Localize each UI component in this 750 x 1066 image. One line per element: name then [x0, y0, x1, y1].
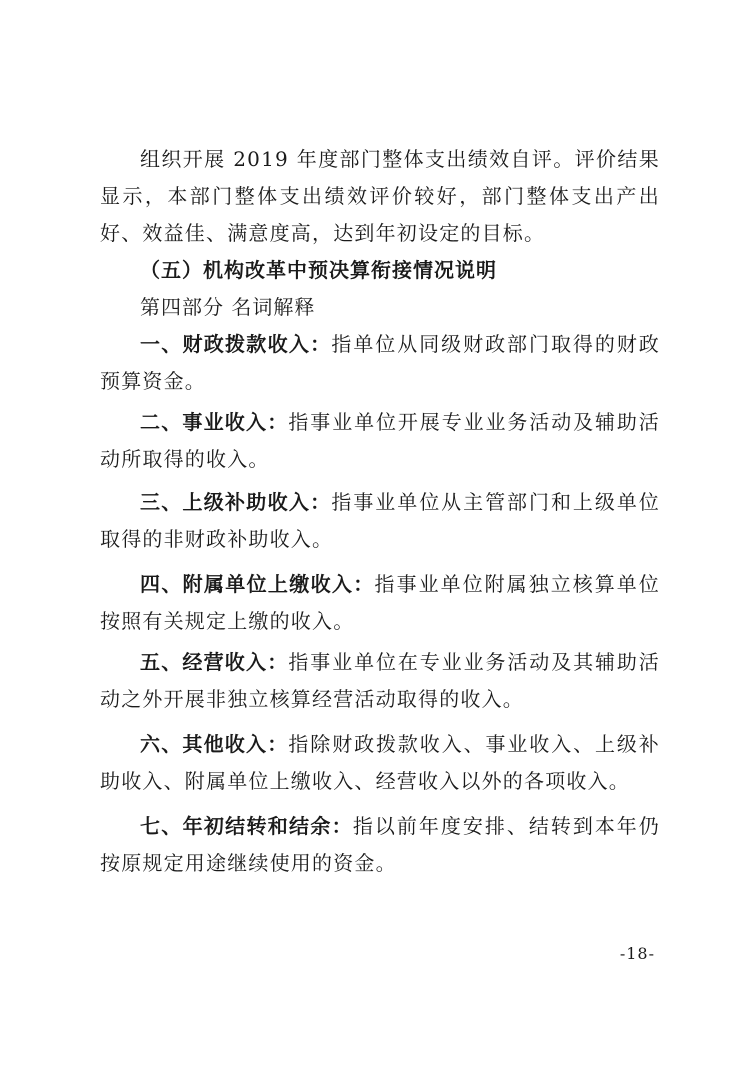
term-paragraph-2 — [100, 404, 660, 478]
term-label: 四、附属单位上缴收入： — [140, 572, 375, 596]
term-paragraph-7 — [100, 808, 660, 882]
term-definition: 指单位从同级财政部门取得的财政预算资金。 — [100, 332, 661, 393]
term-label: 六、其他收入： — [140, 732, 289, 756]
page-number: -18- — [619, 944, 655, 963]
term-paragraph-5 — [100, 644, 660, 718]
term-definition: 指事业单位开展专业业务活动及辅助活动所取得的收入。 — [100, 410, 661, 471]
term-definition: 指除财政拨款收入、事业收入、上级补助收入、附属单位上缴收入、经营收入以外的各项收入。 — [100, 732, 661, 793]
term-paragraph-3 — [100, 484, 660, 558]
term-paragraph-6 — [100, 726, 660, 800]
term-definition: 指事业单位在专业业务活动及其辅助活动之外开展非独立核算经营活动取得的收入。 — [100, 650, 661, 711]
term-paragraph-4 — [100, 566, 660, 640]
term-label: 五、经营收入： — [140, 650, 289, 674]
part-four-heading: 第四部分 名词解释 — [140, 295, 316, 319]
term-label: 二、事业收入： — [140, 410, 289, 434]
term-label: 三、上级补助收入： — [140, 490, 332, 514]
term-paragraph-1 — [100, 326, 660, 400]
term-label: 一、财政拨款收入： — [140, 332, 332, 356]
term-definition: 指事业单位从主管部门和上级单位取得的非财政补助收入。 — [100, 490, 661, 551]
term-label: 七、年初结转和结余： — [140, 814, 353, 838]
intro-paragraph: 组织开展 2019 年度部门整体支出绩效自评。评价结果显示，本部门整体支出绩效评价较好，部门整体支出产出好、效益佳、满意度高，达到年初设定的目标。 — [100, 147, 660, 245]
term-definition: 指以前年度安排、结转到本年仍按原规定用途继续使用的资金。 — [100, 814, 661, 875]
section-five-heading: （五）机构改革中预决算衔接情况说明 — [140, 258, 497, 282]
term-definition: 指事业单位附属独立核算单位按照有关规定上缴的收入。 — [100, 572, 661, 633]
